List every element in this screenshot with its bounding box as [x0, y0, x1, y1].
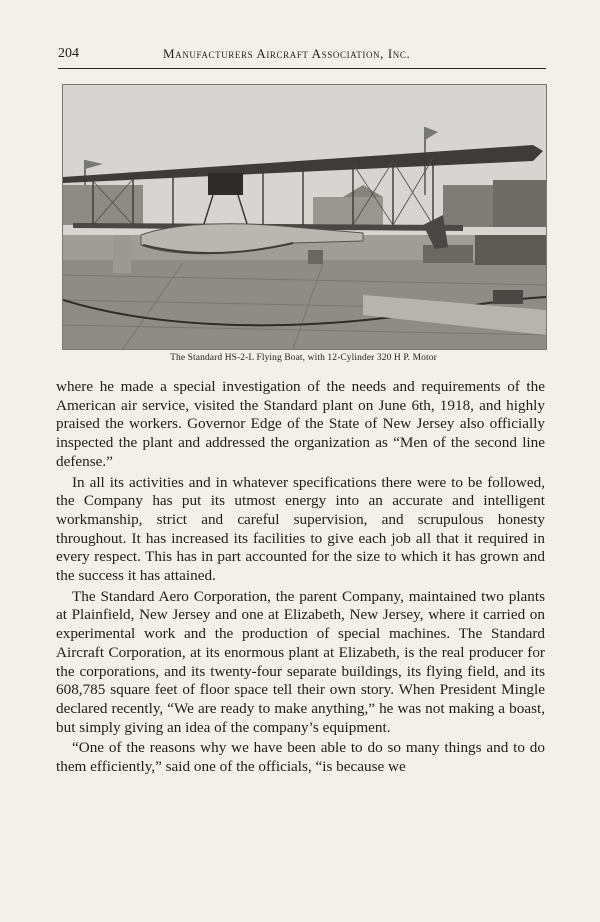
paragraph: In all its activities and in whatever specifications there were to be followed, the Company has put its utmost energy into an accurate and intelligent workmanship, strict and careful supervision, and scrupulous honesty throughout. It has increased its facilities to give each job all that it required in every respect. This has in part accounted for the size to which it has grown and the success it has attained.	[56, 473, 545, 585]
paragraph: The Standard Aero Corporation, the parent Company, maintained two plants at Plainfield, New Jersey and one at Elizabeth, New Jersey, where it carried on experimental work and the production of special machines. The Standard Aircraft Corporation, at its enormous plant at Elizabeth, is the real producer for the corporations, and its twenty-four separate buildings, its flying field, and its 608,785 square feet of floor space tell their own story. When President Mingle declared recently, “We are ready to make anything,” he was not making a boast, but simply giving an idea of the company’s equipment.	[56, 587, 545, 736]
running-head: Manufacturers Aircraft Association, Inc.	[163, 46, 411, 61]
flying-boat-illustration	[63, 85, 546, 349]
page-header	[58, 46, 546, 69]
photo-caption: The Standard HS-2-L Flying Boat, with 12-Cylinder 320 H P. Motor	[170, 353, 437, 363]
flying-boat-photograph	[62, 84, 547, 350]
paragraph: where he made a special investigation of the needs and requirements of the American air service, visited the Standard plant on June 6th, 1918, and highly praised the workers. Governor Edge of the State of New Jersey also officially inspected the plant and addressed the organization as “Men of the second line defense.”	[56, 378, 545, 470]
paragraph: “One of the reasons why we have been able to do so many things and to do them efficiently,” said one of the officials, “is because we	[56, 739, 545, 776]
page-number: 204	[58, 46, 79, 61]
body-text	[56, 378, 545, 779]
